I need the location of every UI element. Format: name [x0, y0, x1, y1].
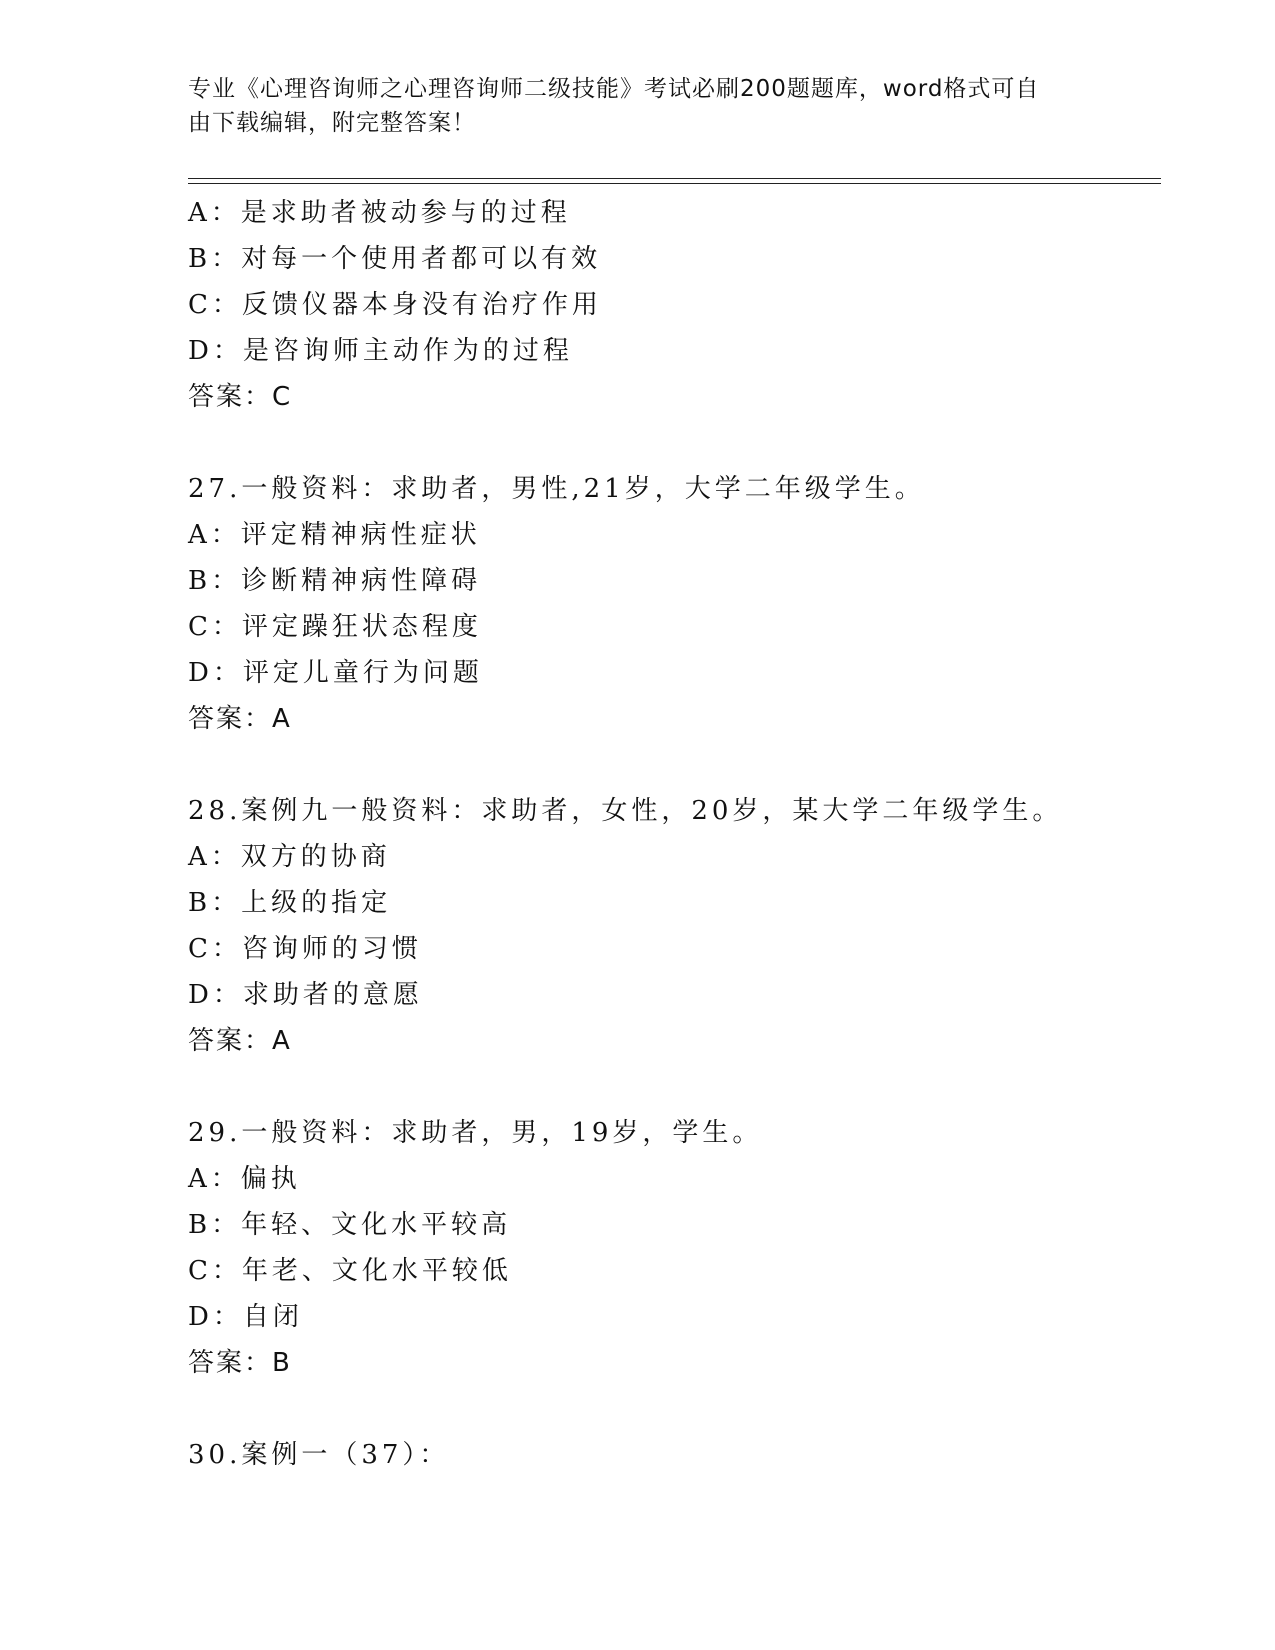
option-c: C：年老、文化水平较低 — [188, 1256, 512, 1286]
option-a: A：是求助者被动参与的过程 — [188, 198, 571, 228]
option-b: B：对每一个使用者都可以有效 — [188, 244, 602, 274]
option-d: D：求助者的意愿 — [188, 980, 423, 1010]
question-block-26 — [188, 190, 1168, 420]
option-c: C：反馈仪器本身没有治疗作用 — [188, 290, 602, 320]
option-b: B：诊断精神病性障碍 — [188, 566, 482, 596]
option-b: B：年轻、文化水平较高 — [188, 1210, 512, 1240]
header-line-1: 专业《心理咨询师之心理咨询师二级技能》考试必刷200题题库，word格式可自 — [188, 76, 1040, 102]
question-block-30 — [188, 1432, 1168, 1478]
answer-line: 答案：B — [188, 1348, 292, 1378]
option-d: D：自闭 — [188, 1302, 303, 1332]
header-line-2: 由下载编辑，附完整答案！ — [188, 110, 476, 136]
question-stem: 30.案例一（37）： — [188, 1440, 450, 1470]
document-header — [188, 72, 1088, 140]
answer-line: 答案：C — [188, 382, 293, 412]
answer-line: 答案：A — [188, 704, 292, 734]
option-b: B：上级的指定 — [188, 888, 392, 918]
question-block-28 — [188, 788, 1168, 1064]
option-a: A：评定精神病性症状 — [188, 520, 481, 550]
option-a: A：双方的协商 — [188, 842, 391, 872]
question-block-27 — [188, 466, 1168, 742]
option-c: C：咨询师的习惯 — [188, 934, 422, 964]
header-divider-bottom — [188, 183, 1161, 184]
question-stem: 29.一般资料：求助者，男，19岁，学生。 — [188, 1118, 763, 1148]
question-list — [188, 190, 1168, 1478]
option-a: A：偏执 — [188, 1164, 301, 1194]
option-d: D：评定儿童行为问题 — [188, 658, 483, 688]
answer-line: 答案：A — [188, 1026, 292, 1056]
option-c: C：评定躁狂状态程度 — [188, 612, 482, 642]
header-divider-top — [188, 178, 1161, 179]
question-stem: 27.一般资料：求助者，男性,21岁，大学二年级学生。 — [188, 474, 925, 504]
question-stem: 28.案例九一般资料：求助者，女性，20岁，某大学二年级学生。 — [188, 796, 1063, 826]
question-block-29 — [188, 1110, 1168, 1386]
option-d: D：是咨询师主动作为的过程 — [188, 336, 573, 366]
